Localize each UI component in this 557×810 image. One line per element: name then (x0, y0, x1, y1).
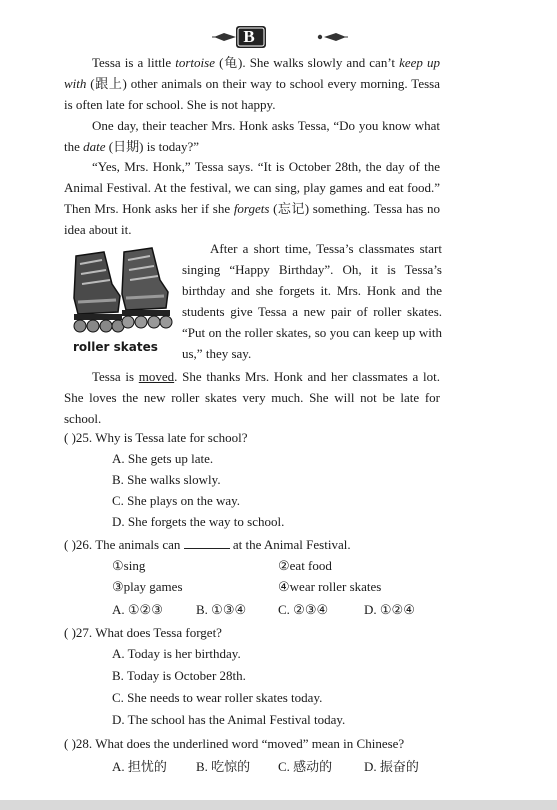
q26-item-1: ①sing (112, 558, 146, 573)
q27-option-c: C. She needs to wear roller skates today. (112, 690, 323, 705)
badge-letter: B (243, 27, 255, 46)
answer-slot[interactable]: ( )26. (64, 537, 96, 552)
fill-blank[interactable] (184, 536, 230, 549)
passage-paragraph-3: “Yes, Mrs. Honk,” Tessa says. “It is October 28th, the day of the Animal Festival. At the festival, we can sing, play games and eat food.” Then Mrs. Honk asks her if she forgets (忘记) something. Tessa has no idea about it. (64, 159, 440, 237)
q26-option-d: D. ①②④ (364, 602, 415, 617)
answer-slot[interactable]: ( )25. (64, 430, 96, 445)
q28-option-d: D. 振奋的 (364, 759, 419, 774)
passage-paragraph-1: Tessa is a little tortoise (龟). She walks slowly and can’t keep up with (跟上) other animals on their way to school every morning. Tessa is often late for school. She is not happy. (64, 55, 440, 112)
passage-paragraph-5: Tessa is moved. She thanks Mrs. Honk and her classmates a lot. She loves the new roller skates very much. She will not be late for school. (64, 369, 440, 426)
q28-option-a: A. 担忧的 (112, 759, 167, 774)
underlined-word: moved (138, 369, 175, 384)
q25-option-c: C. She plays on the way. (112, 493, 241, 508)
question-26: ( )26. The animals can at the Animal Festival. (64, 537, 351, 552)
q25-option-a: A. She gets up late. (112, 451, 214, 466)
answer-slot[interactable]: ( )27. (64, 625, 96, 640)
question-25: ( )25. Why is Tessa late for school? (64, 430, 248, 445)
question-28: ( )28. What does the underlined word “moved” mean in Chinese? (64, 736, 405, 751)
q27-option-d: D. The school has the Animal Festival today. (112, 712, 346, 727)
q26-option-b: B. ①③④ (196, 602, 247, 617)
q26-option-a: A. ①②③ (112, 602, 163, 617)
q27-option-b: B. Today is October 28th. (112, 668, 246, 683)
q26-item-4: ④wear roller skates (278, 579, 382, 594)
q25-option-d: D. She forgets the way to school. (112, 514, 285, 529)
q28-option-c: C. 感动的 (278, 759, 333, 774)
q25-option-b: B. She walks slowly. (112, 472, 221, 487)
passage-paragraph-2: One day, their teacher Mrs. Honk asks Tessa, “Do you know what the date (日期) is today?” (64, 118, 440, 154)
q27-option-a: A. Today is her birthday. (112, 646, 241, 661)
passage-paragraph-4: After a short time, Tessa’s classmates start singing “Happy Birthday”. Oh, it is Tessa’s birthday and she forgets it. Mrs. Honk and the students give Tessa a new pair of roller skates. “Put on the roller skates, so you can keep up with us,” they say. (182, 241, 442, 361)
q26-option-c: C. ②③④ (278, 602, 329, 617)
section-badge (0, 24, 557, 50)
roller-skates-image (68, 246, 180, 346)
q28-option-b: B. 吃惊的 (196, 759, 251, 774)
page-footer-bar (0, 800, 557, 810)
badge-ornament-icon (210, 24, 350, 50)
answer-slot[interactable]: ( )28. (64, 736, 96, 751)
question-27: ( )27. What does Tessa forget? (64, 625, 222, 640)
q26-item-2: ②eat food (278, 558, 332, 573)
q26-item-3: ③play games (112, 579, 183, 594)
image-caption: roller skates (73, 340, 158, 354)
